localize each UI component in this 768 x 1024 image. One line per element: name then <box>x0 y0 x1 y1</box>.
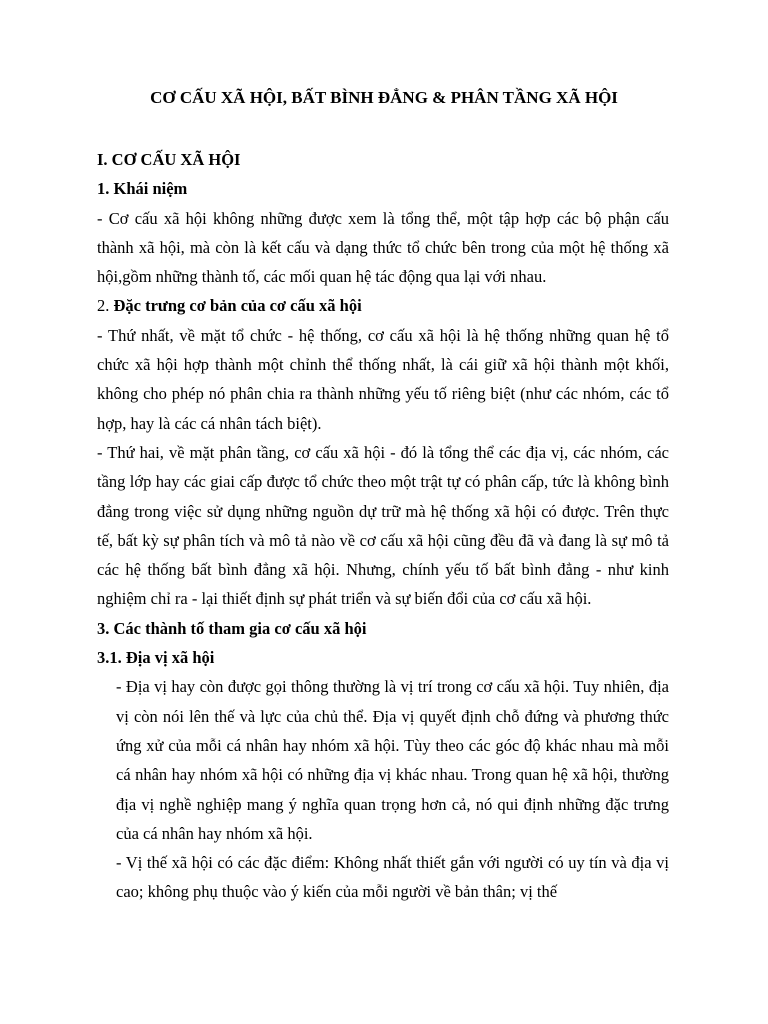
subsection-3-1-heading: 3.1. Địa vị xã hội <box>97 648 215 668</box>
document-title: CƠ CẤU XÃ HỘI, BẤT BÌNH ĐẲNG & PHÂN TẦNG XÃ HỘI <box>150 88 618 107</box>
subsection-1-paragraph: - Cơ cấu xã hội không những được xem là tổng thể, một tập hợp các bộ phận cấu thành xã hội, mà còn là kết cấu và dạng thức tổ chức bên trong của một hệ thống xã hội,gồm những thành tố, các mối quan hệ tác động qua lại với nhau. <box>97 208 669 287</box>
subsection-1-heading: 1. Khái niệm <box>97 179 188 199</box>
subsection-3-heading: 3. Các thành tố tham gia cơ cấu xã hội <box>97 618 367 638</box>
section-1-heading: I. CƠ CẤU XÃ HỘI <box>97 150 241 169</box>
subsection-2-paragraph-1: - Thứ nhất, về mặt tổ chức - hệ thống, cơ cấu xã hội là hệ thống những quan hệ tổ chức xã hội hợp thành một chỉnh thể thống nhất, là cái giữ xã hội thành một khối, không cho phép nó phân chia ra thành những yếu tố riêng biệt (như các nhóm, các tổ hợp, hay là các cá nhân tách biệt). <box>97 325 669 433</box>
subsection-2-heading-line <box>97 291 669 320</box>
subsection-2-paragraph-2: - Thứ hai, về mặt phân tầng, cơ cấu xã hội - đó là tổng thể các địa vị, các nhóm, các tầng lớp hay các giai cấp được tổ chức theo một trật tự có phân cấp, tức là không bình đẳng trong việc sử dụng những nguồn dự trữ mà hệ thống xã hội có được. Trên thực tế, bất kỳ sự phân tích và mô tả nào về cơ cấu xã hội cũng đều đã và đang là sự mô tả các hệ thống bất bình đẳng xã hội. Nhưng, chính yếu tố bất bình đẳng - như kinh nghiệm chỉ ra - lại thiết định sự phát triển và sự biến đổi của cơ cấu xã hội. <box>97 442 669 609</box>
subsection-3-1-paragraph-1: - Địa vị hay còn được gọi thông thường là vị trí trong cơ cấu xã hội. Tuy nhiên, địa vị còn nói lên thế và lực của chủ thể. Địa vị quyết định chỗ đứng và phương thức ứng xử của mỗi cá nhân hay nhóm xã hội. Tùy theo các góc độ khác nhau mà mỗi cá nhân hay nhóm xã hội có những địa vị khác nhau. Trong quan hệ xã hội, thường địa vị nghề nghiệp mang ý nghĩa quan trọng hơn cả, nó qui định những đặc trưng của cá nhân hay nhóm xã hội. <box>116 677 669 843</box>
subsection-2-number: 2. <box>97 296 114 316</box>
subsection-3-1-paragraph-2: - Vị thế xã hội có các đặc điểm: Không nhất thiết gắn với người có uy tín và địa vị cao; không phụ thuộc vào ý kiến của mỗi người về bản thân; vị thế <box>116 853 669 902</box>
document-body <box>97 145 669 907</box>
subsection-2-heading: Đặc trưng cơ bản của cơ cấu xã hội <box>113 296 362 316</box>
